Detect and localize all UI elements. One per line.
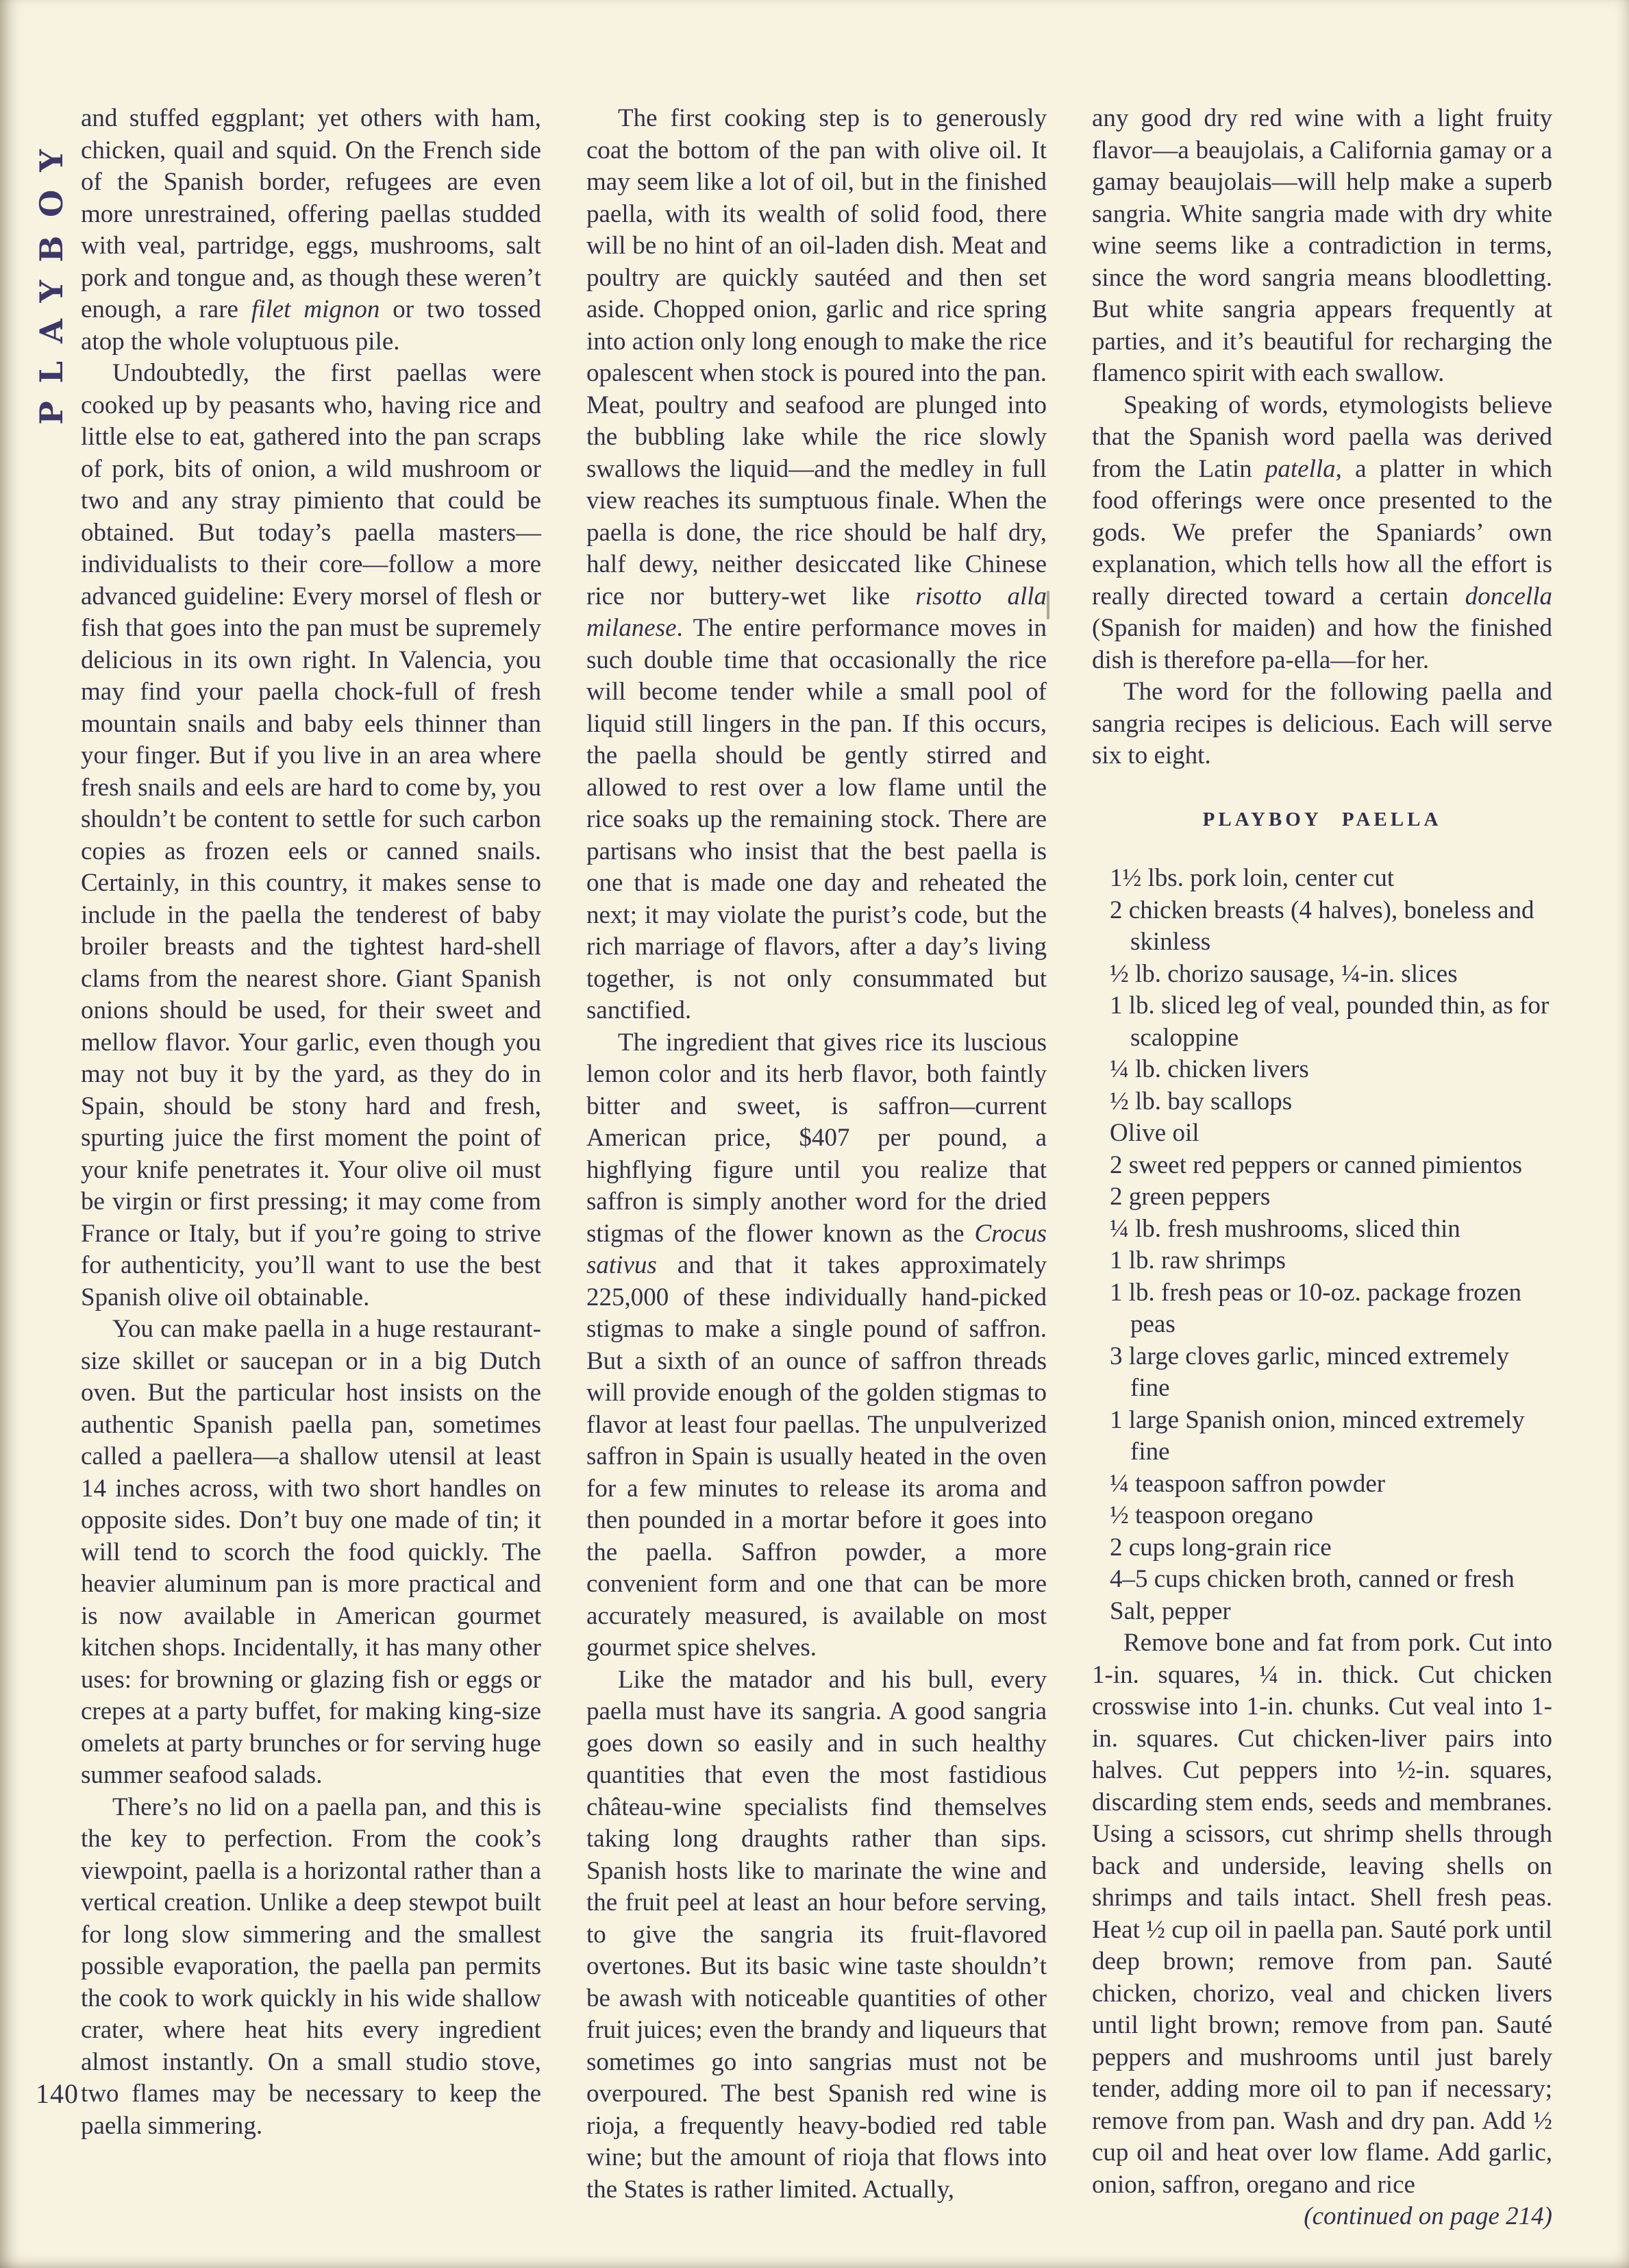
column-3-paragraphs <box>1092 103 1552 772</box>
ingredient-item: 2 chicken breasts (4 halves), boneless and skinless <box>1110 896 1534 956</box>
ingredient-item: 2 green peppers <box>1110 1183 1271 1211</box>
ingredient-item: 1 lb. raw shrimps <box>1110 1246 1286 1274</box>
masthead-vertical <box>8 115 77 441</box>
paragraph: Like the matador and his bull, every paella must have its sangria. A good sangria goes down so easily and in such healthy quantities that even the most fastidious château-wine specialists find themselves taking long draughts rather than sips. Spanish hosts like to marinate the wine and the fruit peel at least an hour before serving, to give the sangria its fruit-flavored overtones. But its basic wine taste shouldn’t be awash with noticeable quantities of other fruit juices; even the brandy and liqueurs that sometimes go into sangrias must not be overpoured. The best Spanish red wine is rioja, a frequently heavy-bodied red table wine; but the amount of rioja that flows into the States is rather limited. Actually, <box>586 1665 1047 2204</box>
ingredient-item: ¼ teaspoon saffron powder <box>1110 1469 1386 1498</box>
recipe-directions: Remove bone and fat from pork. Cut into 1-in. squares, ¼ in. thick. Cut chicken crosswise into 1-in. chunks. Cut veal into 1-in. squares. Cut chicken-liver pairs into halves. Cut peppers into ½-in. squares, discarding stem ends, seeds and membranes. Using a scissors, cut shrimp shells through back and underside, leaving shells on shrimps and tails intact. Shell fresh peas. Heat ½ cup oil in paella pan. Sauté pork until deep brown; remove from pan. Sauté chicken, chorizo, veal and chicken livers until light brown; remove from pan. Sauté peppers and mushrooms until just barely tender, adding more oil to pan if necessary; remove from pan. Wash and dry pan. Add ½ cup oil and heat over low flame. Add garlic, onion, saffron, oregano and rice <box>1092 1629 1552 2199</box>
ingredient-item: 2 sweet red peppers or canned pimientos <box>1110 1150 1523 1179</box>
text-column-2 <box>586 103 1047 2206</box>
paragraph: Undoubtedly, the first paellas were cooked up by peasants who, having rice and little else to eat, gathered into the pan scraps of pork, bits of onion, a wild mushroom or two and any stray pimiento that could be obtained. But today’s paella masters—individualists to their core—follow a more advanced guideline: Every morsel of flesh or fish that goes into the pan must be supremely delicious in its own right. In Valencia, you may find your paella chock-full of fresh mountain snails and baby eels thinner than your finger. But if you live in an area where fresh snails and eels are hard to come by, you shouldn’t be content to settle for such carbon copies as frozen eels or canned snails. Certainly, in this country, it makes sense to include in the paella the tenderest of baby broiler breasts and the tightest hard-shell clams from the nearest shore. Giant Spanish onions should be used, for their sweet and mellow flavor. Your garlic, even though you may not buy it by the yard, as they do in Spain, should be stony hard and fresh, spurting juice the first moment the point of your knife penetrates it. Your olive oil must be virgin or first pressing; it may come from France or Italy, but if you’re going to strive for authenticity, you’ll want to use the best Spanish olive oil obtainable. <box>81 359 541 1311</box>
paragraph: and stuffed eggplant; yet others with ham, chicken, quail and squid. On the French side of the Spanish border, refugees are even more unrestrained, offering paellas studded with veal, partridge, eggs, mushrooms, salt pork and tongue and, as though these weren’t enough, a rare filet mignon or two tossed atop the whole voluptuous pile. <box>81 104 541 356</box>
paragraph: The first cooking step is to generously coat the bottom of the pan with olive oil. It may seem like a lot of oil, but in the finished paella, with its wealth of solid food, there will be no hint of an oil-laden dish. Meat and poultry are quickly sautéed and then set aside. Chopped onion, garlic and rice spring into action only long enough to make the rice opalescent when stock is poured into the pan. Meat, poultry and seafood are plunged into the bubbling lake while the rice slowly swallows the liquid—and the medley in full view reaches its sumptuous finale. When the paella is done, the rice should be half dry, half dewy, neither desiccated like Chinese rice nor buttery-wet like risotto alla milanese. The entire performance moves in such double time that occasionally the rice will become tender while a small pool of liquid still lingers in the pan. If this occurs, the paella should be gently stirred and allowed to rest over a low flame until the rice soaks up the remaining stock. There are partisans who insist that the best paella is one that is made one day and reheated the next; it may violate the purist’s code, but the rich marriage of flavors, after a day’s living together, is not only consummated but sanctified. <box>586 104 1047 1024</box>
ingredient-item: Salt, pepper <box>1110 1597 1231 1625</box>
ingredient-item: 2 cups long-grain rice <box>1110 1533 1332 1562</box>
ingredient-item: ½ lb. bay scallops <box>1110 1087 1293 1115</box>
ingredient-item: 1 large Spanish onion, minced extremely fine <box>1110 1405 1525 1466</box>
text-column-3 <box>1092 103 1552 2233</box>
paragraph: You can make paella in a huge restaurant-size skillet or saucepan or in a big Dutch oven. But the particular host insists on the authentic Spanish paella pan, sometimes called a paellera—a shallow utensil at least 14 inches across, with two short handles on opposite sides. Don’t buy one made of tin; it will tend to scorch the food quickly. The heavier aluminum pan is more practical and is now available in American gourmet kitchen shops. Incidentally, it has many other uses: for browning or glazing fish or eggs or crepes at a party buffet, for making king-size omelets at party brunches or for serving huge summer seafood salads. <box>81 1315 541 1789</box>
ingredient-item: 3 large cloves garlic, minced extremely fine <box>1110 1342 1509 1402</box>
continued-note: (continued on page 214) <box>1304 2202 1552 2230</box>
ingredient-item: 1 lb. fresh peas or 10-oz. package frozen peas <box>1110 1278 1521 1338</box>
ingredient-item: 4–5 cups chicken broth, canned or fresh <box>1110 1565 1515 1593</box>
ingredient-item: ½ lb. chorizo sausage, ¼-in. slices <box>1110 959 1458 988</box>
ingredient-item: ¼ lb. fresh mushrooms, sliced thin <box>1110 1214 1460 1243</box>
masthead-text: PLAYBOY <box>33 132 70 425</box>
ingredient-item: ¼ lb. chicken livers <box>1110 1055 1309 1083</box>
recipe-heading: PLAYBOY PAELLA <box>1202 808 1442 830</box>
paragraph: any good dry red wine with a light fruity flavor—a beaujolais, a California gamay or a gamay beaujolais—will help make a superb sangria. White sangria made with dry white wine seems like a contradiction in terms, since the word sangria means bloodletting. But white sangria appears frequently at parties, and it’s beautiful for recharging the flamenco spirit with each swallow. <box>1092 104 1552 387</box>
paragraph: There’s no lid on a paella pan, and this is the key to perfection. From the cook’s viewpoint, paella is a horizontal rather than a vertical creation. Unlike a deep stewpot built for long slow simmering and the smallest possible evaporation, the paella pan permits the cook to work quickly in his wide shallow crater, where heat hits every ingredient almost instantly. On a small studio stove, two flames may be necessary to keep the paella simmering. <box>81 1792 541 2140</box>
ingredient-item: ½ teaspoon oregano <box>1110 1501 1313 1529</box>
paragraph: The ingredient that gives rice its luscious lemon color and its herb flavor, both faintly bitter and sweet, is saffron—current American price, $407 per pound, a highflying figure until you realize that saffron is simply another word for the dried stigmas of the flower known as the Crocus sativus and that it takes approximately 225,000 of these individually hand-picked stigmas to make a single pound of saffron. But a sixth of an ounce of saffron threads will provide enough of the golden stigmas to flavor at least four paellas. The unpulverized saffron in Spain is usually heated in the oven for a few minutes to release its aroma and then pounded in a mortar before it goes into the paella. Saffron powder, a more convenient form and one that can be more accurately measured, is available on most gourmet spice shelves. <box>586 1028 1047 1662</box>
paragraph: The word for the following paella and sangria recipes is delicious. Each will serve six to eight. <box>1092 678 1552 769</box>
paragraph: Speaking of words, etymologists believe that the Spanish word paella was derived from the Latin patella, a platter in which food offerings were once presented to the gods. We prefer the Spaniards’ own explanation, which tells how all the effort is really directed toward a certain doncella (Spanish for maiden) and how the finished dish is therefore pa-ella—for her. <box>1092 391 1552 674</box>
page-number: 140 <box>36 2078 79 2109</box>
scan-artifact <box>1047 591 1049 619</box>
ingredient-list <box>1092 863 1552 1627</box>
ingredient-item: 1½ lbs. pork loin, center cut <box>1110 864 1395 892</box>
ingredient-item: 1 lb. sliced leg of veal, pounded thin, as for scaloppine <box>1110 991 1550 1052</box>
text-column-1 <box>81 103 541 2142</box>
ingredient-item: Olive oil <box>1110 1119 1199 1147</box>
